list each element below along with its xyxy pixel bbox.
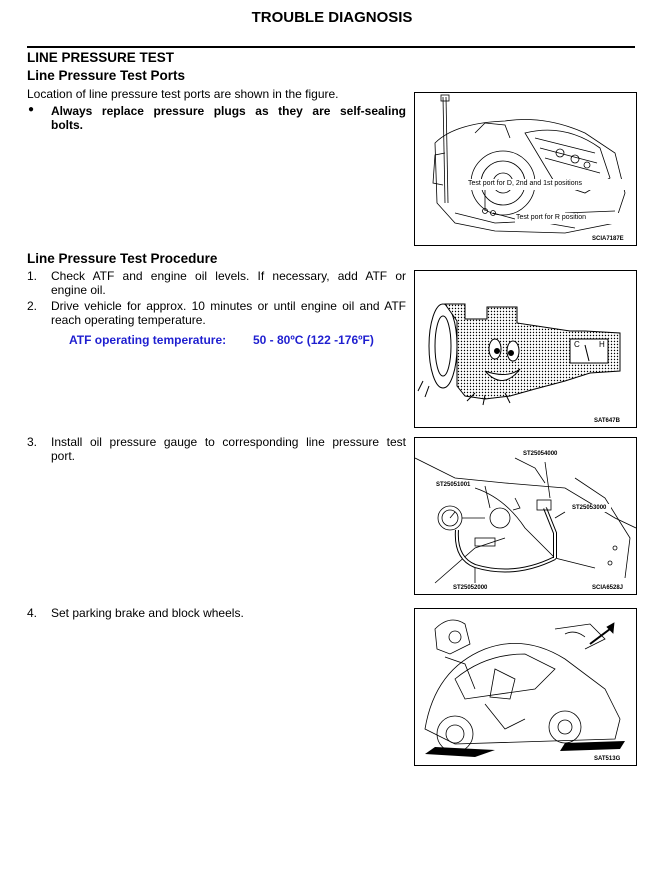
figure-parking-brake [414, 608, 637, 766]
step-1-line-1: Check ATF and engine oil levels. If necessary, add ATF or [51, 269, 406, 283]
ports-intro: Location of line pressure test ports are shown in the figure. [27, 87, 339, 101]
step-4-number: 4. [27, 606, 38, 620]
step-1-line-2: engine oil. [51, 283, 106, 297]
figure-code: SAT647B [594, 418, 620, 424]
step-3-number: 3. [27, 435, 38, 449]
caption-r-port: Test port for R position [516, 214, 587, 221]
gauge-cold-label: C [574, 340, 580, 349]
step-2-number: 2. [27, 299, 38, 313]
step-1-number: 1. [27, 269, 38, 283]
page-title: TROUBLE DIAGNOSIS [251, 9, 413, 26]
figure-warmup [414, 270, 637, 428]
figure-test-ports [414, 92, 637, 246]
ports-heading: Line Pressure Test Ports [27, 68, 186, 83]
section-title: LINE PRESSURE TEST [27, 50, 175, 65]
step-3-line-1: Install oil pressure gauge to corresponding line pressure test [51, 435, 406, 449]
header-divider [27, 46, 635, 48]
bullet-line-1: Always replace pressure plugs as they are self-sealing [51, 104, 406, 118]
figure-code: SAT513G [594, 756, 621, 762]
spec-value: 50 - 80ºC (122 -176ºF) [253, 333, 374, 347]
car-parking-illustration [415, 609, 636, 765]
figure-pressure-gauge [414, 437, 637, 595]
gauge-install-illustration [415, 438, 636, 594]
bullet-line-2: bolts. [51, 118, 83, 132]
tool-label-2: ST25051001 [436, 482, 471, 488]
step-4-line-1: Set parking brake and block wheels. [51, 606, 244, 620]
figure-code: SCIA7187E [592, 236, 624, 242]
step-2-line-1: Drive vehicle for approx. 10 minutes or until engine oil and ATF [51, 299, 406, 313]
step-3-line-2: port. [51, 449, 76, 463]
tool-label-4: ST25052000 [453, 585, 488, 591]
step-2-line-2: reach operating temperature. [51, 313, 206, 327]
procedure-heading: Line Pressure Test Procedure [27, 251, 218, 266]
caption-d-port: Test port for D, 2nd and 1st positions [468, 180, 583, 187]
tool-label-1: ST25054000 [523, 451, 558, 457]
spec-label: ATF operating temperature: [69, 333, 227, 347]
transaxle-illustration [415, 93, 636, 245]
gauge-hot-label: H [599, 340, 605, 349]
engine-character-illustration [415, 271, 636, 427]
tool-label-3: ST25053000 [572, 505, 607, 511]
figure-code: SCIA6528J [592, 585, 624, 591]
bullet-icon: ● [28, 104, 35, 115]
